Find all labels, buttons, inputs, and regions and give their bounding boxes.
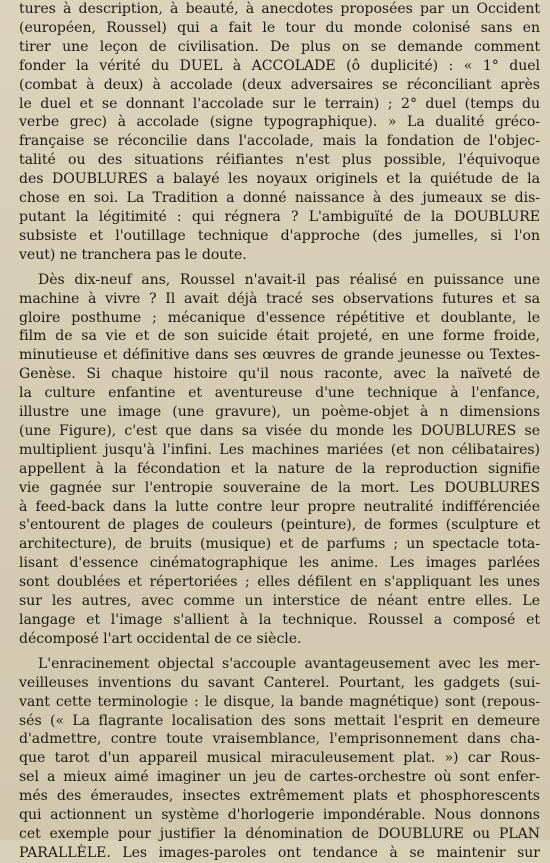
text-line: veilleuses inventions du savant Canterel. Pourtant, les gadgets (sui- (19, 674, 540, 691)
text-line: sel a mieux aimé imaginer un jeu de cartes-orchestre où sont enfer- (19, 769, 540, 786)
text-line: vie gagnée sur l'entropie souveraine de la mort. Les DOUBLURES (19, 479, 540, 496)
text-line: illustre une image (une gravure), un poème-objet à n dimensions (19, 404, 540, 421)
text-line: sur les autres, avec comme un interstice de néant entre elles. Le (19, 593, 540, 610)
text-line: talité ou des situations réifiantes n'est plus possible, l'équivoque (19, 152, 540, 169)
paragraph-2 (19, 271, 540, 649)
text-line: chose en soi. La Tradition a donné naissance à des jumeaux se dis- (19, 190, 540, 207)
text-line: langage et l'image s'allient à la technique. Roussel a composé et (19, 612, 540, 628)
text-line: qui actionnent un système d'horlogerie impondérable. Nous donnons (19, 807, 540, 824)
text-line: minutieuse et définitive dans ses œuvres de grande jeunesse ou Textes- (19, 347, 540, 364)
text-line: française se réconcilie dans l'accolade, mais la fondation de l'objec- (19, 133, 540, 150)
text-line: gloire posthume ; mécanique d'essence répétitive et doublante, le (19, 309, 540, 326)
text-line: (européen, Roussel) qui a fait le tour du monde colonisé sans en (19, 19, 540, 36)
text-line: multiplient jusqu'à l'infini. Les machines mariées (et non célibataires) (19, 441, 540, 458)
text-line: Genèse. Si chaque histoire qu'il nous raconte, avec la naïveté de (19, 366, 540, 383)
text-line: subsiste et l'outillage technique d'approche (des jumelles, si l'on (19, 227, 540, 244)
text-line: més des émeraudes, insectes extrêmement plats et phosphorescents (19, 788, 540, 805)
text-line: (combat à deux) à accolade (deux adversaires se réconciliant après (19, 76, 540, 93)
text-line: cet exemple pour justifier la dénomination de DOUBLURE ou PLAN (19, 825, 540, 842)
text-line: à feed-back dans la lutte contre leur propre neutralité indifférenciée (19, 498, 540, 515)
text-line: tures à description, à beauté, à anecdotes proposées par un Occident (19, 1, 540, 17)
text-line: lisant d'essence cinématographique les anime. Les images parlées (19, 555, 540, 572)
text-line: architecture), de bruits (musique) et de parfums ; un spectacle tota- (19, 536, 540, 553)
text-line: verbe grec) à accolade (signe typographique). » La dualité gréco- (19, 114, 540, 131)
body-text (19, 0, 540, 863)
text-line: la culture enfantine et aventureuse d'une technique à l'enfance, (19, 385, 540, 402)
text-line: putant la légitimité : qui régnera ? L'ambiguïté de la DOUBLURE (19, 208, 540, 225)
text-line: appellent à la fécondation et la nature de la reproduction signifie (19, 460, 540, 477)
text-line: d'admettre, contre toute vraisemblance, l'emprisonnement dans cha- (19, 731, 540, 748)
text-line: que tarot d'un appareil musical miraculeusement plat. ») car Rous- (19, 750, 540, 767)
text-line: le duel et se donnant l'accolade sur le terrain) ; 2° duel (temps du (19, 95, 540, 112)
text-line: décomposé l'art occidental de ce siècle. (19, 630, 302, 647)
paragraph-1 (19, 0, 540, 265)
text-line: fonder la vérité du DUEL à ACCOLADE (ô duplicité) : « 1° duel (19, 57, 540, 74)
text-line: veut) ne tranchera pas le doute. (19, 246, 247, 263)
text-line: sont doublées et répertoriées ; elles défilent en s'appliquant les unes (19, 574, 540, 591)
text-line: des DOUBLURES a balayé les noyaux originels et la quiétude de la (19, 171, 540, 188)
text-line: sés (« La flagrante localisation des sons mettait l'esprit en demeure (19, 712, 540, 729)
text-line: s'entourent de plages de couleurs (peinture), de formes (sculpture et (19, 517, 540, 534)
text-line: L'enracinement objectal s'accouple avantageusement avec les mer- (38, 655, 540, 672)
text-line: (une Figure), c'est que dans sa visée du monde les DOUBLURES se (19, 422, 540, 439)
text-line: tirer une leçon de civilisation. De plus on se demande comment (19, 38, 540, 55)
text-line: PARALLÈLE. Les images-paroles ont tendance à se maintenir sur (19, 844, 540, 861)
text-line: vant cette terminologie : le disque, la bande magnétique) sont (repous- (19, 693, 540, 710)
text-line: machine à vivre ? Il avait déjà tracé ses observations futures et sa (19, 290, 540, 307)
paragraph-3 (19, 655, 540, 863)
text-line: Dès dix-neuf ans, Roussel n'avait-il pas réalisé en puissance une (38, 271, 540, 288)
text-line: film de sa vie et de son suicide était projeté, en une forme froide, (19, 328, 540, 345)
